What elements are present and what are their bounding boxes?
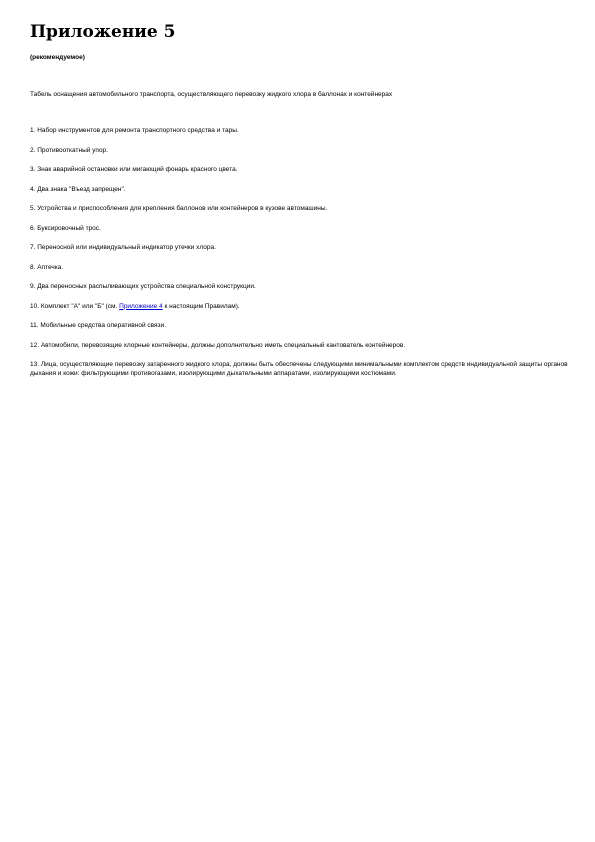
list-item: 11. Мобильные средства оперативной связи. bbox=[30, 322, 166, 329]
page-title: Приложение 5 bbox=[30, 22, 176, 42]
appendix-4-link[interactable]: Приложение 4 bbox=[119, 302, 163, 310]
page-subtitle: (рекомендуемое) bbox=[30, 54, 85, 61]
list-item-text-after: к настоящим Правилам). bbox=[162, 302, 240, 310]
list-item: 2. Противооткатный упор. bbox=[30, 146, 108, 154]
list-item: 13. Лица, осуществляющие перевозку затаренного жидкого хлора, должны быть обеспечены следующими минимальными комплектом средств индивидуальной защиты органов дыхания и кожи: фильтрующими противогазами, изолирующими дыхательными аппаратами, изолирующими костюмами. bbox=[30, 361, 568, 377]
list-item: 9. Два переносных распыливающих устройства специальной конструкции. bbox=[30, 283, 256, 290]
document-page bbox=[30, 22, 570, 389]
list-item: 3. Знак аварийной остановки или мигающий фонарь красного цвета. bbox=[30, 166, 238, 173]
equipment-list bbox=[30, 126, 570, 378]
list-item-text-before: 10. Комплект "А" или "Б" (см. bbox=[30, 302, 120, 310]
list-item: 7. Переносной или индивидуальный индикатор утечки хлора. bbox=[30, 244, 216, 251]
list-item: 12. Автомобили, перевозящие хлорные контейнеры, должны дополнительно иметь специальный кантователь контейнеров. bbox=[30, 341, 406, 349]
list-item: 1. Набор инструментов для ремонта транспортного средства и тары. bbox=[30, 127, 239, 134]
list-item: 5. Устройства и приспособления для крепления баллонов или контейнеров в кузове автомашины. bbox=[30, 205, 328, 212]
intro-paragraph: Табель оснащения автомобильного транспорта, осуществляющего перевозку жидкого хлора в баллонах и контейнерах bbox=[30, 91, 393, 98]
list-item: 4. Два знака "Въезд запрещен". bbox=[30, 185, 126, 193]
list-item: 8. Аптечка. bbox=[30, 263, 64, 271]
list-item-10 bbox=[30, 302, 570, 311]
list-item: 6. Буксировочный трос. bbox=[30, 224, 101, 232]
